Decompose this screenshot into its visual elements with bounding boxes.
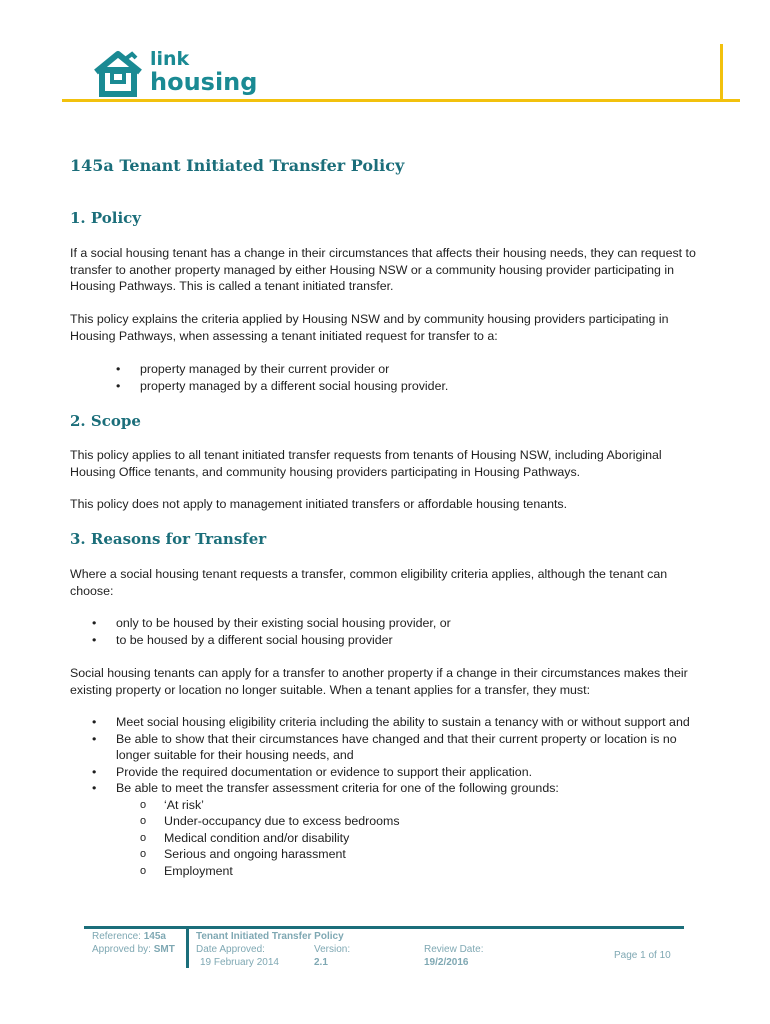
header-vertical-divider bbox=[720, 44, 723, 102]
logo-text-housing: housing bbox=[150, 68, 258, 96]
policy-bullet-list bbox=[116, 361, 716, 394]
list-item-text: Be able to meet the transfer assessment criteria for one of the following grounds: bbox=[116, 781, 559, 795]
page-number: Page 1 of 10 bbox=[614, 950, 671, 961]
list-item: • property managed by their current provider or bbox=[116, 361, 716, 378]
reasons-paragraph-1: Where a social housing tenant requests a transfer, common eligibility criteria applies, although the tenant can choose: bbox=[70, 567, 668, 598]
policy-paragraph-2: This policy explains the criteria applied by Housing NSW and by community housing providers participating in Housing Pathways, when assessing a tenant initiated request for transfer to a: bbox=[70, 312, 669, 343]
section-heading-policy: 1. Policy bbox=[70, 209, 142, 227]
list-item: • only to be housed by their existing social housing provider, or bbox=[92, 615, 702, 632]
reasons-requirements-list bbox=[92, 714, 706, 879]
version-value-text: 2.1 bbox=[314, 957, 328, 968]
list-item bbox=[92, 780, 706, 879]
footer-vertical-divider bbox=[186, 928, 189, 968]
reference-label: Reference: bbox=[92, 931, 141, 942]
policy-paragraph-1: If a social housing tenant has a change in their circumstances that affects their housing needs, they can request to transfer to another property managed by either Housing NSW or a community housing provider participating in Housing Pathways. This is called a tenant initiated transfer. bbox=[70, 246, 696, 293]
transfer-grounds-list bbox=[116, 797, 706, 880]
footer-reference bbox=[92, 931, 166, 942]
footer-divider bbox=[84, 926, 684, 929]
list-item: • Be able to show that their circumstances have changed and that their current property or location is no longer suitable for their housing needs, and bbox=[92, 731, 706, 764]
approved-value: SMT bbox=[153, 944, 175, 955]
sub-list-item: o Under-occupancy due to excess bedrooms bbox=[140, 813, 706, 830]
version-label: Version: bbox=[314, 944, 351, 955]
scope-paragraph-1: This policy applies to all tenant initiated transfer requests from tenants of Housing NSW, including Aboriginal Housing Office tenants, and community housing providers participating in Housing Pathways. bbox=[70, 448, 662, 479]
reasons-paragraph-2: Social housing tenants can apply for a transfer to another property if a change in their circumstances makes their existing property or location no longer suitable. When a tenant applies for a transfer, they must: bbox=[70, 666, 688, 697]
reasons-choice-list bbox=[92, 615, 702, 648]
footer-approved-by bbox=[92, 944, 175, 955]
link-housing-logo bbox=[92, 46, 262, 102]
date-approved-value: 19 February 2014 bbox=[200, 957, 279, 968]
scope-paragraph-2: This policy does not apply to management initiated transfers or affordable housing tenants. bbox=[70, 497, 568, 511]
doc-name-text: Tenant Initiated Transfer Policy bbox=[196, 931, 344, 942]
list-item: • property managed by a different social housing provider. bbox=[116, 378, 716, 395]
document-title: 145a Tenant Initiated Transfer Policy bbox=[70, 156, 405, 175]
sub-list-item: o Employment bbox=[140, 863, 706, 880]
logo-text-link: link bbox=[150, 48, 190, 70]
header-divider bbox=[62, 99, 740, 102]
section-heading-reasons: 3. Reasons for Transfer bbox=[70, 530, 267, 548]
version-value bbox=[314, 957, 328, 968]
sub-list-item: o Medical condition and/or disability bbox=[140, 830, 706, 847]
section-heading-scope: 2. Scope bbox=[70, 412, 141, 430]
house-icon bbox=[92, 50, 148, 98]
review-date-text: 19/2/2016 bbox=[424, 957, 469, 968]
review-date-value bbox=[424, 957, 469, 968]
reference-value: 145a bbox=[143, 931, 166, 942]
sub-list-item: o ‘At risk’ bbox=[140, 797, 706, 814]
footer-doc-name bbox=[196, 931, 344, 942]
list-item: • Provide the required documentation or evidence to support their application. bbox=[92, 764, 706, 781]
approved-label: Approved by: bbox=[92, 944, 151, 955]
list-item: • to be housed by a different social housing provider bbox=[92, 632, 702, 649]
review-date-label: Review Date: bbox=[424, 944, 484, 955]
list-item: • Meet social housing eligibility criteria including the ability to sustain a tenancy with or without support and bbox=[92, 714, 706, 731]
date-approved-label: Date Approved: bbox=[196, 944, 265, 955]
sub-list-item: o Serious and ongoing harassment bbox=[140, 846, 706, 863]
